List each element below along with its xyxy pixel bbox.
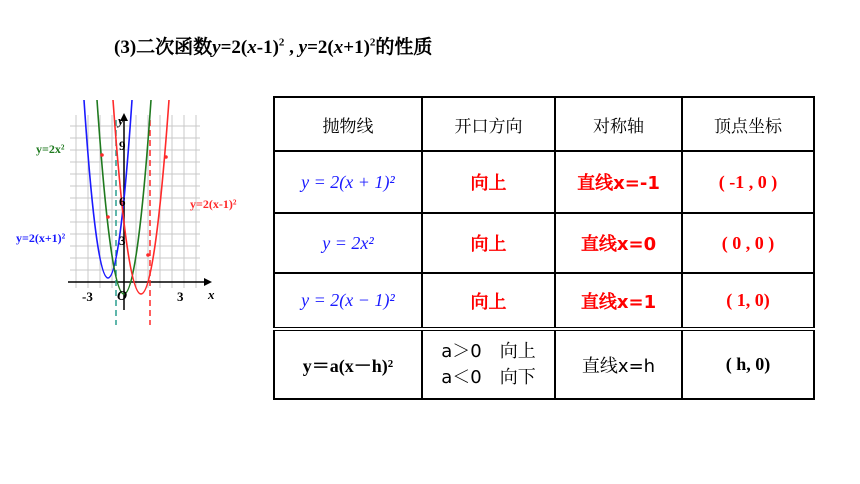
title-text: =2( [307, 37, 334, 58]
table-row [274, 151, 814, 213]
label-green-parabola: y=2x² [36, 142, 65, 156]
title-separator: , [284, 37, 299, 58]
header-axis: 对称轴 [555, 97, 682, 151]
header-row [274, 97, 814, 151]
table-row [274, 213, 814, 273]
title-exponent: 2 [278, 36, 285, 49]
header-opening: 开口方向 [422, 97, 555, 151]
formula-cell: y = 2(x + 1)² [274, 151, 422, 213]
label-red-parabola: y=2(x-1)² [190, 197, 237, 211]
x-axis-arrow [204, 278, 212, 286]
opening-negative: a＜0 向下 [441, 366, 536, 388]
general-formula-cell: y＝a(x－h)² [274, 329, 422, 399]
x-axis-label: x [208, 287, 215, 302]
tick-y-3: 3 [119, 233, 126, 248]
formula-cell: y = 2x² [274, 213, 422, 273]
header-vertex: 顶点坐标 [682, 97, 814, 151]
red-point [106, 215, 110, 219]
title-text: =2( [220, 37, 248, 58]
red-point [164, 155, 168, 159]
axis-cell: 直线x=1 [555, 273, 682, 329]
label-blue-parabola: y=2(x+1)² [16, 231, 66, 245]
tick-y-6: 6 [119, 194, 126, 209]
axis-cell: 直线x=0 [555, 213, 682, 273]
opening-cell: 向上 [422, 151, 555, 213]
tick-x-pos3: 3 [177, 289, 184, 304]
parabola-graph [0, 95, 270, 325]
general-vertex-cell: ( h, 0) [682, 329, 814, 399]
vertex-cell: ( 0 , 0 ) [682, 213, 814, 273]
table-row [274, 273, 814, 329]
title-text: -1) [256, 37, 279, 58]
title-prefix: (3)二次函数 [114, 37, 213, 58]
general-row [274, 329, 814, 399]
axis-cell: 直线x=-1 [555, 151, 682, 213]
tick-x-neg3: -3 [82, 289, 93, 304]
origin-label: O [117, 289, 128, 304]
general-axis-cell: 直线x=h [555, 329, 682, 399]
title-var: y [298, 37, 308, 58]
header-parabola: 抛物线 [274, 97, 422, 151]
vertex-cell: ( -1 , 0 ) [682, 151, 814, 213]
blue-parabola [84, 100, 132, 278]
opening-positive: a＞0 向上 [441, 340, 536, 362]
red-point [100, 153, 104, 157]
title-exponent: 2 [369, 36, 376, 49]
tick-y-9: 9 [119, 138, 126, 153]
opening-cell: 向上 [422, 213, 555, 273]
title-text: +1) [343, 37, 370, 58]
page-title [114, 32, 432, 59]
general-opening-cell [422, 329, 555, 399]
opening-cell: 向上 [422, 273, 555, 329]
title-suffix: 的性质 [375, 37, 433, 58]
title-var: x [333, 37, 344, 58]
title-var: x [247, 37, 257, 58]
formula-cell: y = 2(x − 1)² [274, 273, 422, 329]
title-var: y [212, 37, 221, 58]
vertex-cell: ( 1, 0) [682, 273, 814, 329]
red-point [146, 253, 150, 257]
properties-table [273, 96, 815, 400]
y-axis-label: y [118, 113, 124, 128]
